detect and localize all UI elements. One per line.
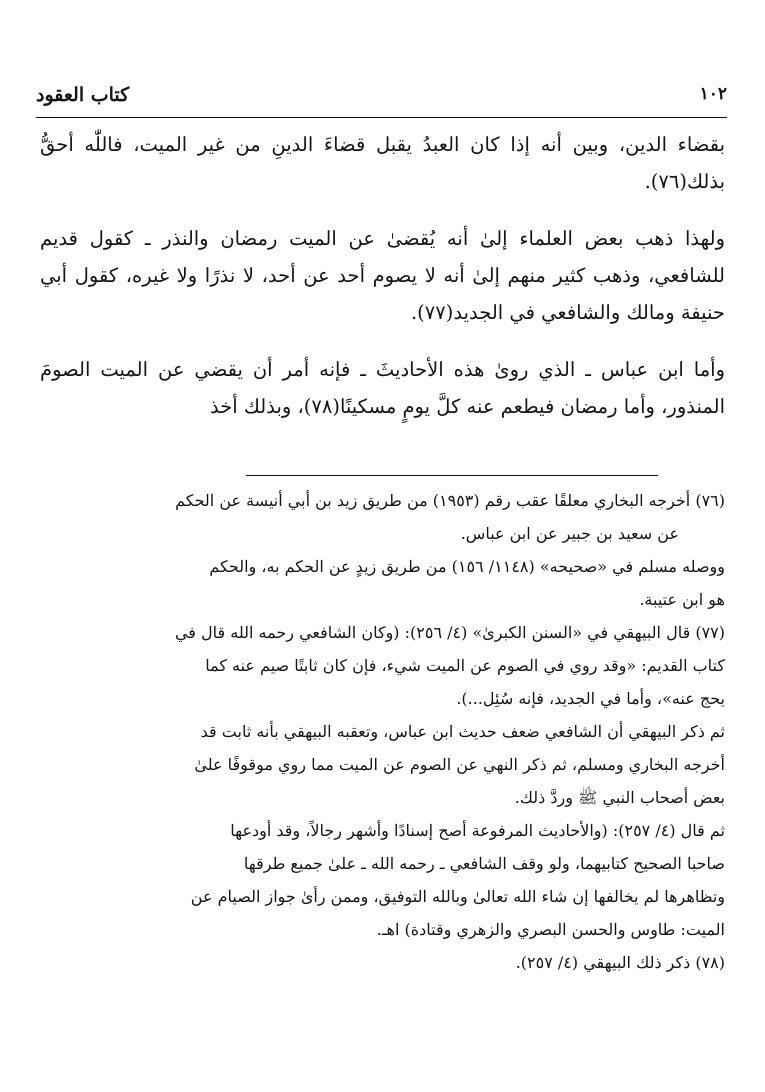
footnote-line: عن سعيد بن جبير عن ابن عباس.	[460, 524, 679, 543]
paragraph: ولهذا ذهب بعض العلماء إلىٰ أنه يُقضىٰ عن الميت رمضان والنذر ـ كقول قديم للشافعي، وذهب كثير منهم إلىٰ أنه لا يصوم أحد عن أحد، لا نذرًا ولا غيره، كقول أبي حنيفة ومالك والشافعي في الجديد(٧٧).	[40, 227, 725, 324]
page-number: ١٠٢	[699, 84, 727, 104]
footnote-line: هو ابن عتيبة.	[639, 590, 725, 609]
running-title: كتاب العقود	[36, 84, 130, 106]
footnote-divider	[246, 475, 658, 476]
main-text	[40, 126, 725, 425]
paragraph: بقضاء الدين، وبين أنه إذا كان العبدُ يقبل قضاءَ الدينِ من غير الميت، فاللّٰه أحقُّ بذلك(٧٦).	[40, 133, 725, 193]
footnote-line: ثم ذكر البيهقي أن الشافعي ضعف حديث ابن عباس، وتعقبه البيهقي بأنه ثابت قد	[200, 722, 725, 741]
footnote-line: ثم قال (٤/ ٢٥٧): (والأحاديث المرفوعة أصح إسنادًا وأشهر رجالاً، وقد أودعها	[230, 821, 725, 840]
footnote-78: (٧٨) ذكر ذلك البيهقي (٤/ ٢٥٧).	[515, 953, 725, 972]
paragraph: وأما ابن عباس ـ الذي روىٰ هذه الأحاديثَ ـ فإنه أمر أن يقضي عن الميت الصومَ المنذور، وأما رمضان فيطعم عنه كلَّ يومٍ مسكينًا(٧٨)، وبذلك أخذ	[40, 358, 725, 418]
footnote-line: كتاب القديم: «وقد روي في الصوم عن الميت شيء، فإن كان ثابتًا صيم عنه كما	[205, 656, 725, 675]
running-header	[36, 82, 727, 116]
footnote-line: وتظاهرها لم يخالفها إن شاء الله تعالىٰ وبالله التوفيق، وممن رأىٰ جواز الصيام عن	[190, 887, 725, 906]
footnote-77: (٧٧) قال البيهقي في «السنن الكبرىٰ» (٤/ ٢٥٦): (وكان الشافعي رحمه الله قال في	[174, 623, 725, 642]
footnote-line: أخرجه البخاري ومسلم، ثم ذكر النهي عن الصوم عن الميت مما روي موقوفًا علىٰ	[194, 755, 725, 774]
footnote-line: الميت: طاوس والحسن البصري والزهري وقتادة) اهـ.	[376, 920, 725, 939]
footnote-line: صاحبا الصحيح كتابيهما، ولو وقف الشافعي ـ رحمه الله ـ علىٰ جميع طرقها	[243, 854, 725, 873]
footnote-76: (٧٦) أخرجه البخاري معلقًا عقب رقم (١٩٥٣) من طريق زيد بن أبي أنيسة عن الحكم	[175, 491, 725, 510]
footnote-line: يحج عنه»، وأما في الجديد، فإنه سُئِل...).	[456, 689, 725, 708]
footnote-line: ووصله مسلم في «صحيحه» (١١٤٨/ ١٥٦) من طريق زيدٍ عن الحكم به، والحكم	[209, 557, 725, 576]
header-divider	[36, 117, 727, 118]
footnotes	[40, 484, 725, 979]
footnote-line: بعض أصحاب النبي ﷺ وردَّ ذلك.	[514, 788, 725, 807]
